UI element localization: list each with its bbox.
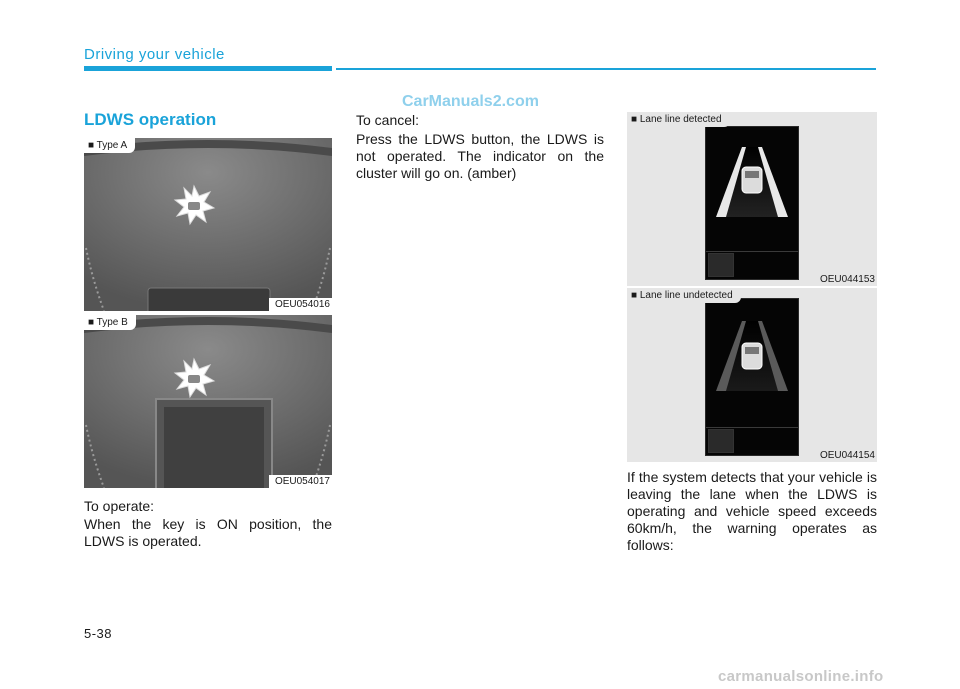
figure-lane-undetected [627, 288, 877, 462]
lane-undetected-illustration [706, 299, 798, 409]
header-rule-thin [336, 68, 876, 70]
screen-divider [706, 427, 798, 428]
figure-type-a [84, 138, 332, 311]
lane-detected-illustration [706, 127, 798, 237]
figure-code: OEU044154 [814, 449, 877, 462]
cluster-illustration-type-a [84, 138, 332, 311]
watermark-bottom: carmanualsonline.info [718, 668, 884, 685]
cancel-heading: To cancel: [356, 112, 420, 128]
operate-heading: To operate: [84, 498, 155, 514]
cluster-screen [705, 298, 799, 456]
figure-lane-detected [627, 112, 877, 286]
header-rule-thick [84, 66, 332, 71]
page-heading: LDWS operation [84, 110, 217, 129]
page-number: 5-38 [84, 626, 113, 641]
cluster-illustration-type-b [84, 315, 332, 488]
figure-code: OEU054017 [269, 475, 332, 488]
figure-code: OEU044153 [814, 273, 877, 286]
screen-indicator-box [708, 429, 734, 453]
warning-text: If the system detects that your vehicle is leaving the lane when the LDWS is operating and vehicle speed exceeds 60km/h, the warning operates as follows: [627, 469, 877, 553]
figure-tag: ■ Type A [84, 138, 135, 153]
section-title: Driving your vehicle [84, 46, 225, 63]
cluster-screen [705, 126, 799, 280]
screen-indicator-box [708, 253, 734, 277]
screen-divider [706, 251, 798, 252]
figure-tag: ■ Type B [84, 315, 136, 330]
cancel-text: Press the LDWS button, the LDWS is not operated. The indicator on the cluster will go on. (amber) [356, 131, 604, 181]
operate-text: When the key is ON position, the LDWS is operated. [84, 516, 332, 549]
figure-code: OEU054016 [269, 298, 332, 311]
figure-tag: ■ Lane line undetected [627, 288, 741, 303]
figure-type-b [84, 315, 332, 488]
figure-tag: ■ Lane line detected [627, 112, 730, 127]
watermark-top: CarManuals2.com [402, 93, 539, 110]
